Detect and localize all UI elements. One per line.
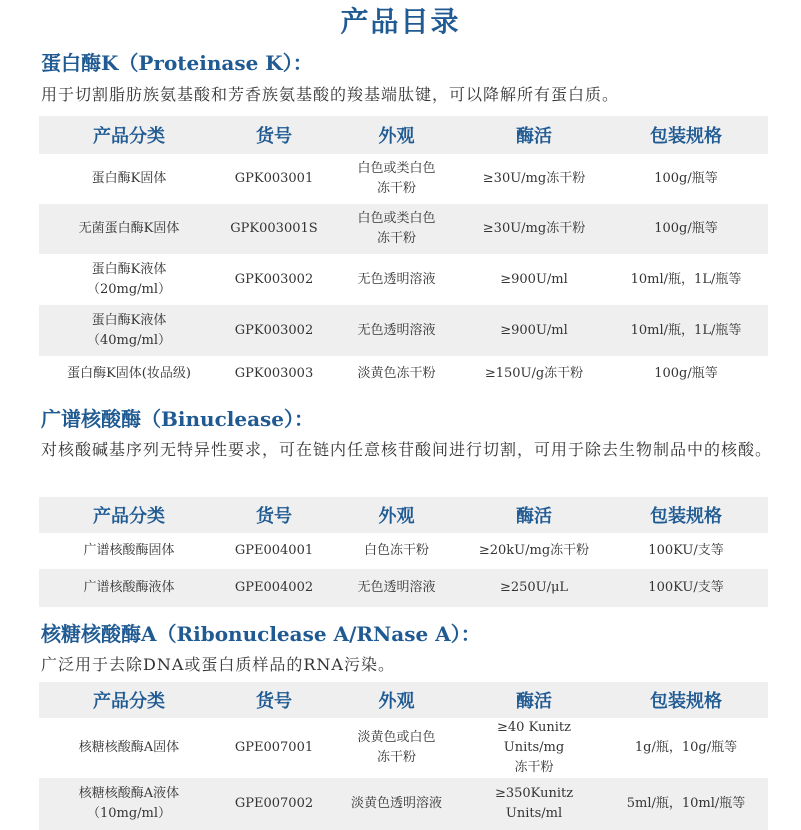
header-package: 包装规格: [604, 116, 768, 154]
cell-package: 10ml/瓶，1L/瓶等: [604, 305, 768, 356]
header-sku: 货号: [219, 682, 329, 718]
cell-appearance: 无色透明溶液: [357, 271, 436, 287]
cell-appearance: 无色透明溶液: [329, 569, 464, 607]
cell-appearance: 无色透明溶液: [329, 305, 464, 356]
section-description-binuclease: 对核酸碱基序列无特异性要求，可在链内任意核苷酸间进行切割，可用于除去生物制品中的核酸。: [41, 440, 773, 459]
header-activity: 酶活: [464, 682, 604, 718]
cell-activity: ≥20kU/mg冻干粉: [478, 543, 590, 558]
section-title-proteinase-k: 蛋白酶K（Proteinase K）：: [41, 51, 313, 75]
header-activity: 酶活: [464, 497, 604, 533]
cell-sku: GPK003002: [234, 271, 314, 287]
product-table-proteinase-k: [39, 116, 768, 392]
table-header-row: [39, 497, 768, 533]
table-row: [39, 154, 768, 204]
product-table-ribonuclease-a: [39, 682, 768, 830]
cell-sku: GPK003003: [234, 366, 314, 381]
cell-package: 100KU/支等: [604, 569, 768, 607]
cell-package: 100KU/支等: [648, 543, 724, 558]
header-sku: 货号: [219, 497, 329, 533]
table-row: [39, 254, 768, 305]
table-header-row: [39, 116, 768, 154]
header-package: 包装规格: [604, 497, 768, 533]
table-row: [39, 356, 768, 392]
table-row: [39, 569, 768, 607]
section-title-ribonuclease-a: 核糖核酸酶A（Ribonuclease A/RNase A）：: [41, 622, 481, 646]
cell-appearance: 淡黄色透明溶液: [329, 778, 464, 830]
header-appearance: 外观: [329, 682, 464, 718]
cell-appearance: 白色冻干粉: [363, 543, 429, 558]
header-sku: 货号: [219, 116, 329, 154]
cell-category: 核糖核酸酶A液体 （10mg/ml）: [39, 778, 219, 830]
cell-appearance: 淡黄色或白色 冻干粉: [357, 730, 436, 765]
cell-category: 蛋白酶K固体: [91, 171, 167, 186]
table-row: [39, 204, 768, 254]
header-category: 产品分类: [39, 497, 219, 533]
header-appearance: 外观: [329, 497, 464, 533]
header-category: 产品分类: [39, 116, 219, 154]
product-table-binuclease: [39, 497, 768, 607]
cell-category: 蛋白酶K液体 （40mg/ml）: [39, 305, 219, 356]
cell-package: 10ml/瓶，1L/瓶等: [630, 271, 742, 287]
header-package: 包装规格: [604, 682, 768, 718]
cell-activity: ≥900U/ml: [500, 271, 568, 287]
table-row: [39, 305, 768, 356]
cell-activity: ≥30U/mg冻干粉: [464, 204, 604, 254]
cell-category: 蛋白酶K液体 （20mg/ml）: [86, 261, 172, 297]
table-row: [39, 718, 768, 778]
section-title-binuclease: 广谱核酸酶（Binuclease）：: [41, 407, 315, 431]
cell-activity: ≥250U/μL: [464, 569, 604, 607]
cell-category: 广谱核酸酶固体: [83, 543, 175, 558]
cell-appearance: 白色或类白色 冻干粉: [329, 204, 464, 254]
table-row: [39, 778, 768, 830]
cell-package: 1g/瓶，10g/瓶等: [634, 740, 738, 755]
cell-package: 100g/瓶等: [654, 366, 718, 381]
cell-category: 核糖核酸酶A固体: [78, 740, 180, 755]
section-description-ribonuclease-a: 广泛用于去除DNA或蛋白质样品的RNA污染。: [41, 655, 395, 674]
section-description-proteinase-k: 用于切割脂肪族氨基酸和芳香族氨基酸的羧基端肽键，可以降解所有蛋白质。: [41, 85, 620, 104]
cell-activity: ≥30U/mg冻干粉: [482, 171, 586, 186]
cell-activity: ≥40 Kunitz Units/mg 冻干粉: [497, 720, 571, 775]
cell-appearance: 白色或类白色 冻干粉: [357, 161, 436, 196]
cell-sku: GPE004001: [234, 543, 314, 558]
cell-sku: GPE007001: [234, 740, 314, 755]
cell-category: 广谱核酸酶液体: [39, 569, 219, 607]
cell-activity: ≥900U/ml: [464, 305, 604, 356]
cell-appearance: 淡黄色冻干粉: [357, 366, 436, 381]
cell-package: 5ml/瓶，10ml/瓶等: [604, 778, 768, 830]
page-title: 产品目录: [340, 5, 461, 38]
header-activity: 酶活: [464, 116, 604, 154]
cell-activity: ≥350Kunitz Units/ml: [464, 778, 604, 830]
table-header-row: [39, 682, 768, 718]
cell-sku: GPE004002: [219, 569, 329, 607]
cell-category: 无菌蛋白酶K固体: [39, 204, 219, 254]
cell-sku: GPE007002: [219, 778, 329, 830]
cell-package: 100g/瓶等: [604, 204, 768, 254]
cell-sku: GPK003001: [234, 171, 314, 186]
cell-sku: GPK003001S: [219, 204, 329, 254]
cell-package: 100g/瓶等: [654, 171, 718, 186]
header-category: 产品分类: [39, 682, 219, 718]
cell-category: 蛋白酶K固体(妆品级): [67, 366, 191, 381]
cell-sku: GPK003002: [219, 305, 329, 356]
table-row: [39, 533, 768, 569]
header-appearance: 外观: [329, 116, 464, 154]
cell-activity: ≥150U/g冻干粉: [484, 366, 584, 381]
